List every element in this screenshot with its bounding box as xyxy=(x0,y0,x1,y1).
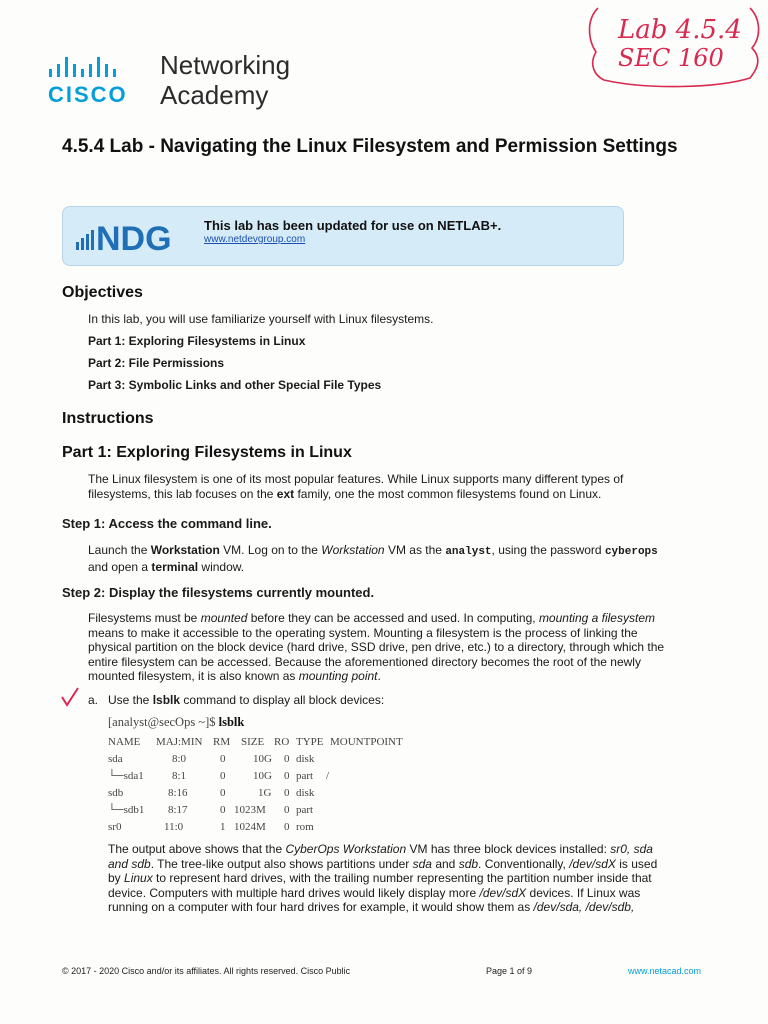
objective-part-2: Part 2: File Permissions xyxy=(88,356,225,370)
handwritten-line2: SEC 160 xyxy=(618,44,724,72)
part1-heading: Part 1: Exploring Filesystems in Linux xyxy=(62,444,352,461)
item-a-text: Use the lsblk command to display all block devices: xyxy=(108,693,385,707)
svg-text:NDG: NDG xyxy=(96,220,172,256)
step2-heading: Step 2: Display the filesystems currently mounted. xyxy=(62,585,375,600)
objective-part-3: Part 3: Symbolic Links and other Special File Types xyxy=(88,378,382,392)
cisco-bars-logo xyxy=(48,55,148,81)
logo-networking: Networking xyxy=(160,50,291,80)
objective-part-1: Part 1: Exploring Filesystems in Linux xyxy=(88,334,306,348)
part1-paragraph: The Linux filesystem is one of its most popular features. While Linux supports many different types of filesystems, this lab focuses on the ext family, one the most common filesystems found on Linux. xyxy=(88,472,624,501)
command-prompt: [analyst@secOps ~]$ lsblk xyxy=(108,715,245,729)
lsblk-header: NAME MAJ:MIN RM SIZE RO TYPE MOUNTPOINT xyxy=(108,736,403,748)
output-paragraph: The output above shows that the CyberOps Workstation VM has three block devices installed: sr0, sda and sdb. The tree-like output also shows partitions under sda and sdb. Conventionally, /dev/sdX is used by Linux to represent hard drives, with the trailing number representing the partition number inside that device. Computers with multiple hard drives would likely display more /dev/sdX devices. If Linux was running on a computer with four hard drives for example, it would show them as /dev/sda, /dev/sdb, xyxy=(108,842,658,914)
lsblk-row: └─sdb1 8:17 0 1023M 0 part xyxy=(108,804,314,816)
banner-link[interactable]: www.netdevgroup.com xyxy=(204,234,306,245)
footer-url[interactable]: www.netacad.com xyxy=(628,966,702,976)
objectives-intro: In this lab, you will use familiarize yourself with Linux filesystems. xyxy=(88,312,434,326)
instructions-heading: Instructions xyxy=(62,410,154,427)
cisco-wordmark: CISCO xyxy=(48,82,128,107)
lsblk-row: sdb 8:16 0 1G 0 disk xyxy=(108,787,315,799)
step2-paragraph: Filesystems must be mounted before they can be accessed and used. In computing, mounting a filesystem means to make it accessible to the operating system. Mounting a filesystem is the process of linking the physical partition on the block device (hard drive, SSD drive, pen drive, etc.) to a directory, through which the entire filesystem can be accessed. Because the aforementioned directory becomes the root of the newly mounted filesystem, it is also known as mounting point. xyxy=(88,611,665,683)
item-a-label: a. xyxy=(88,693,99,707)
lsblk-row: └─sda1 8:1 0 10G 0 part / xyxy=(108,770,330,782)
checkmark-icon xyxy=(60,686,80,708)
footer-copyright: © 2017 - 2020 Cisco and/or its affiliates. All rights reserved. Cisco Public xyxy=(62,966,351,976)
logo-academy: Academy xyxy=(160,80,269,110)
ndg-logo xyxy=(74,214,194,256)
lsblk-row: sr0 11:0 1 1024M 0 rom xyxy=(108,821,314,833)
step1-paragraph: Launch the Workstation VM. Log on to the Workstation VM as the analyst, using the password cyberops and open a terminal window. xyxy=(88,543,658,574)
lsblk-row: sda 8:0 0 10G 0 disk xyxy=(108,753,315,765)
banner-text: This lab has been updated for use on NETLAB+. xyxy=(204,218,502,233)
page-title: 4.5.4 Lab - Navigating the Linux Filesystem and Permission Settings xyxy=(62,136,678,157)
handwritten-note xyxy=(578,0,768,100)
lsblk-output xyxy=(108,736,428,838)
objectives-heading: Objectives xyxy=(62,284,143,301)
step1-heading: Step 1: Access the command line. xyxy=(62,516,272,531)
footer-page: Page 1 of 9 xyxy=(486,966,533,976)
handwritten-line1: Lab 4.5.4 xyxy=(618,15,742,45)
